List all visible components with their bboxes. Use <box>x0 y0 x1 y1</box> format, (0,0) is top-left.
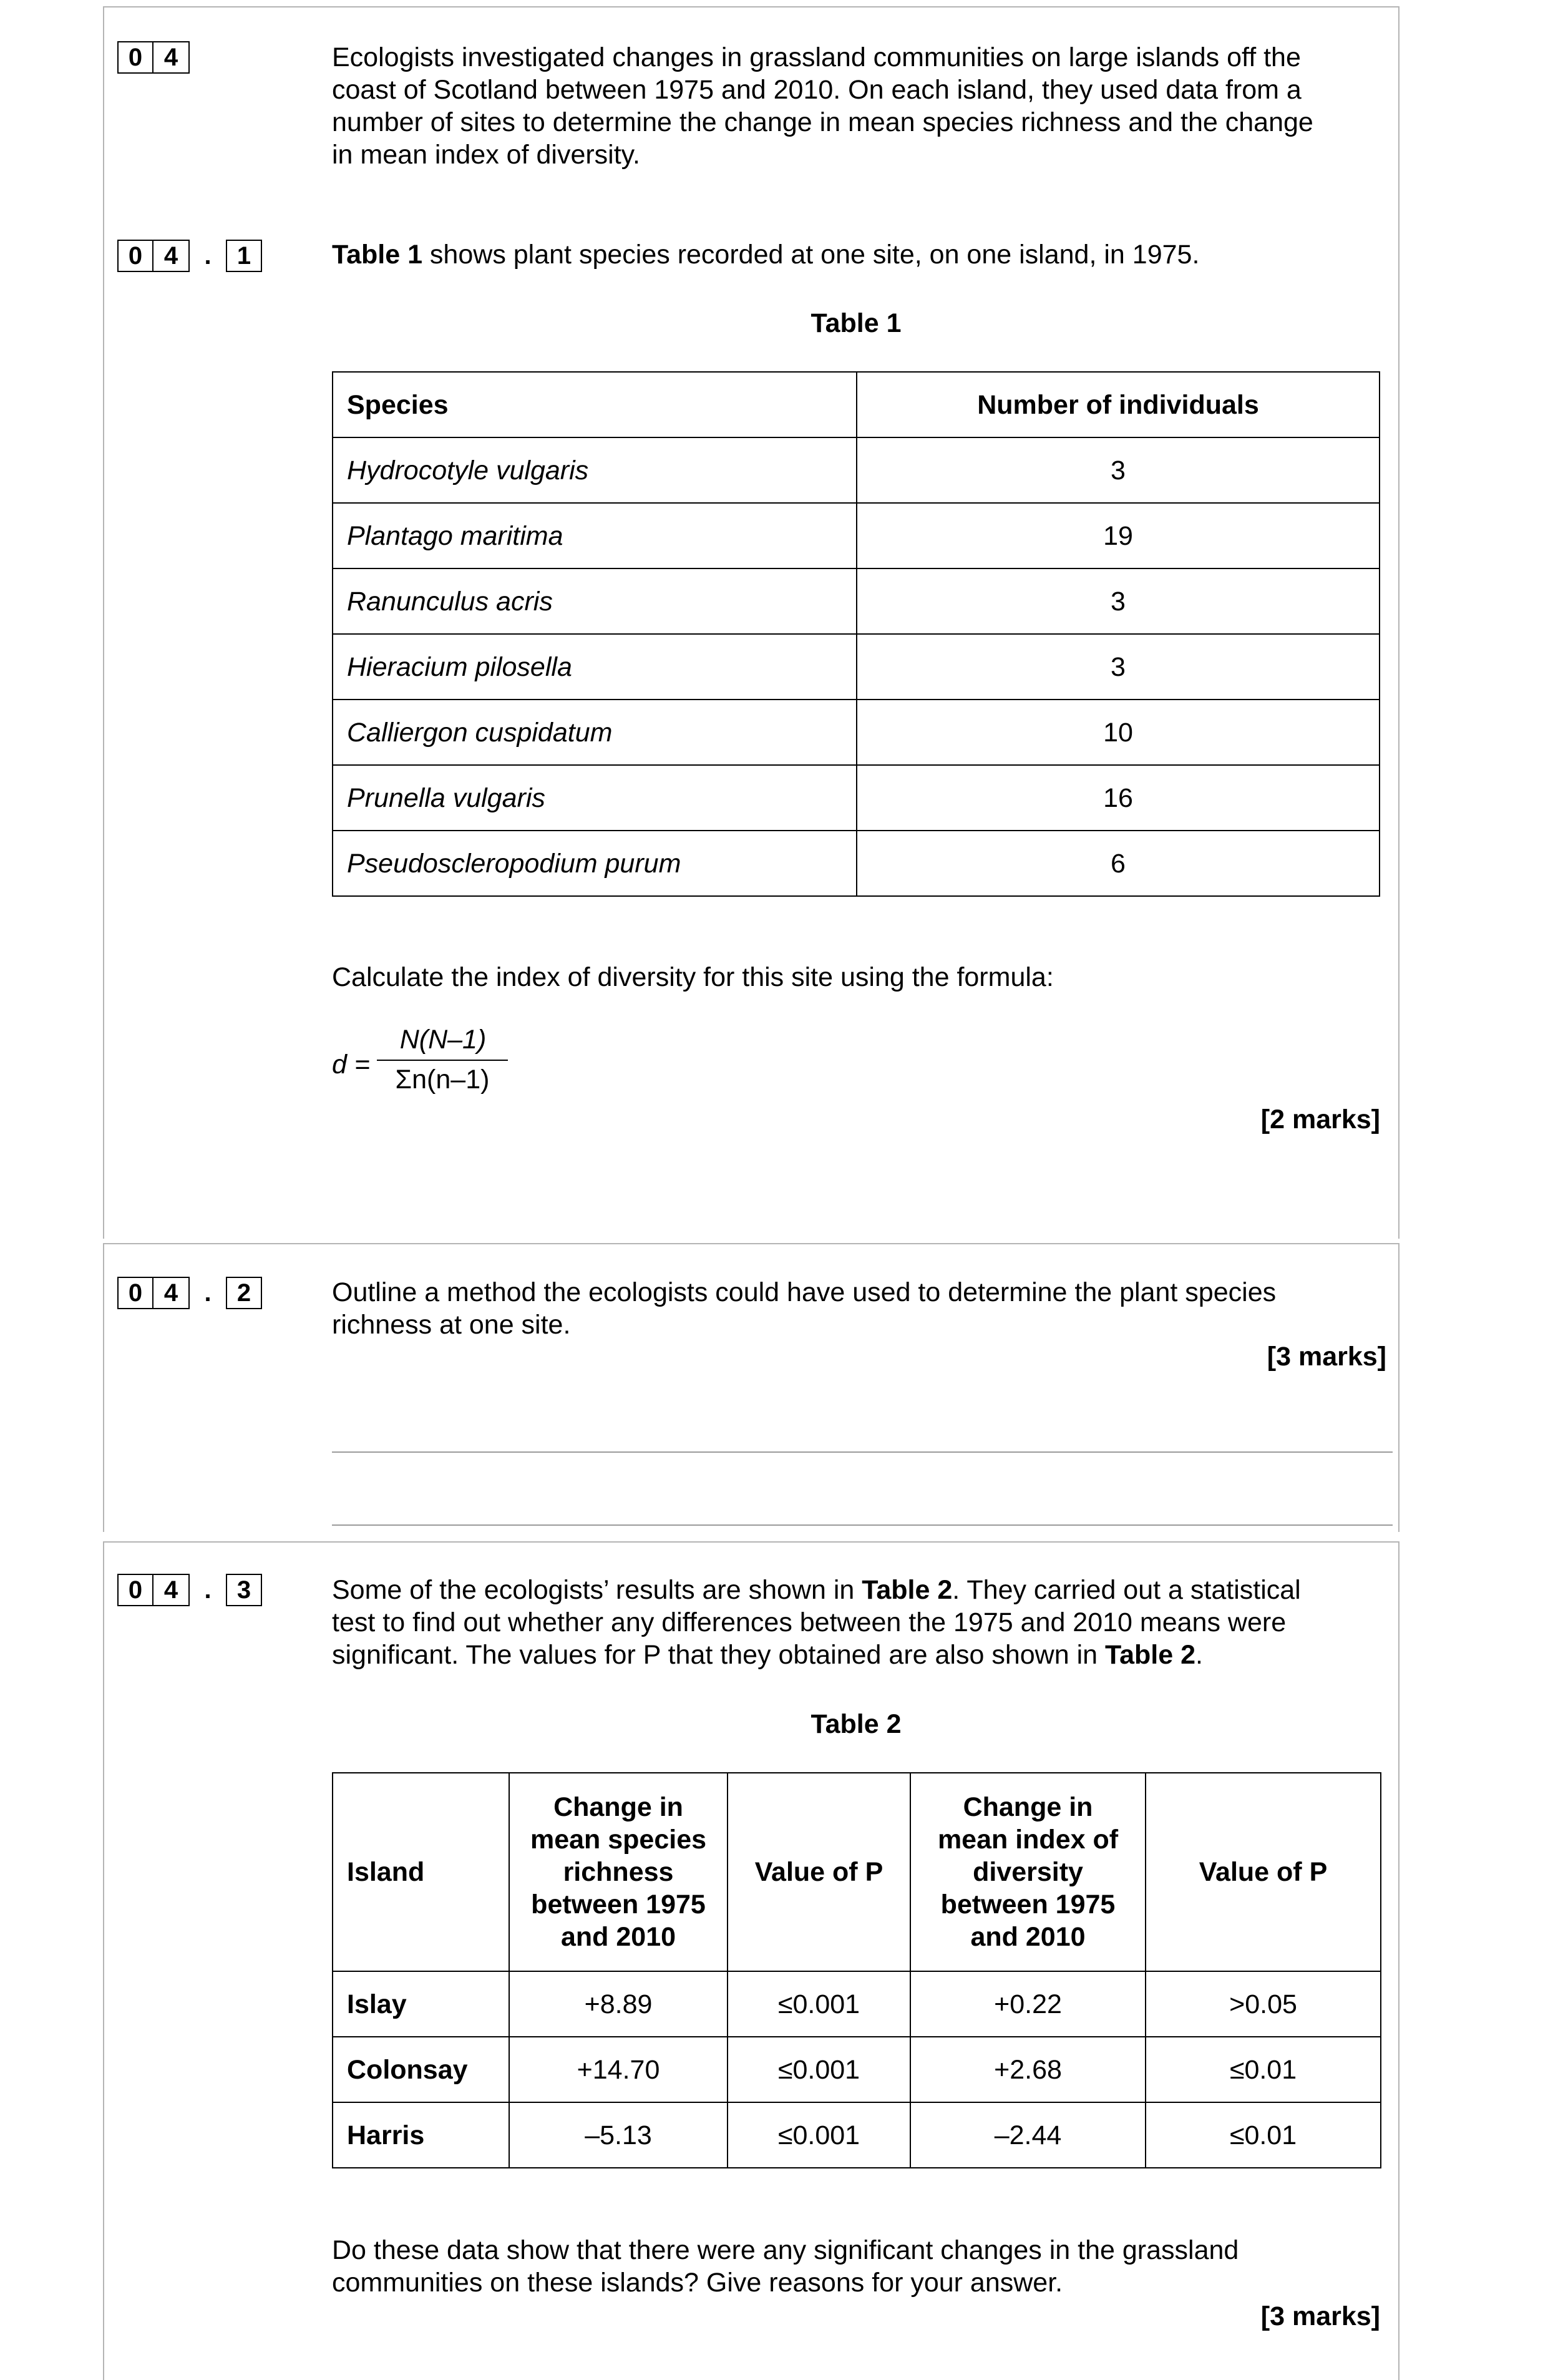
column-header-diversity: Change in mean index of diversity between 1975 and 2010 <box>910 1773 1146 1971</box>
digit-dot: . <box>204 242 212 270</box>
table-row <box>333 1971 1381 2037</box>
question-04-1-prompt <box>332 238 1393 271</box>
table-1 <box>332 371 1380 897</box>
digit-dot: . <box>204 1576 212 1604</box>
table-row <box>333 831 1380 896</box>
digit-box: 4 <box>153 1574 190 1606</box>
column-header-p-value: Value of P <box>728 1773 910 1971</box>
digit-box: 0 <box>117 1574 153 1606</box>
formula-denominator: Σn(n–1) <box>395 1065 490 1095</box>
column-header-island: Island <box>333 1773 509 1971</box>
question-number-04 <box>117 41 190 74</box>
digit-box: 0 <box>117 240 153 272</box>
p-value-cell: ≤0.001 <box>728 2102 910 2168</box>
table-row <box>333 437 1380 503</box>
marks-04-1: [2 marks] <box>1260 1105 1380 1134</box>
digit-box: 0 <box>117 41 153 74</box>
count-cell: 19 <box>857 503 1380 568</box>
island-cell: Harris <box>333 2102 509 2168</box>
species-cell: Ranunculus acris <box>333 568 857 634</box>
count-cell: 16 <box>857 765 1380 831</box>
diversity-change-cell: +0.22 <box>910 1971 1146 2037</box>
richness-change-cell: +8.89 <box>509 1971 728 2037</box>
marks-04-2: [3 marks] <box>1267 1342 1386 1372</box>
richness-change-cell: –5.13 <box>509 2102 728 2168</box>
count-cell: 3 <box>857 437 1380 503</box>
count-cell: 3 <box>857 634 1380 700</box>
column-header-richness: Change in mean species richness between 1975 and 2010 <box>509 1773 728 1971</box>
table-reference: Table 1 <box>332 240 422 270</box>
formula-numerator: N(N–1) <box>399 1025 487 1055</box>
island-cell: Islay <box>333 1971 509 2037</box>
table-row <box>333 503 1380 568</box>
column-header-p-value: Value of P <box>1146 1773 1381 1971</box>
species-cell: Calliergon cuspidatum <box>333 700 857 765</box>
question-04-intro: Ecologists investigated changes in grassland communities on large islands off the coast of Scotland between 1975 and 2010. On each island, they used data from a number of sites to determine the change in mean species richness and the change in mean index of diversity. <box>332 42 1313 170</box>
p-value-cell: ≤0.01 <box>1146 2037 1381 2102</box>
p-value-cell: >0.05 <box>1146 1971 1381 2037</box>
digit-box: 4 <box>153 1277 190 1309</box>
table-1-caption: Table 1 <box>811 308 902 338</box>
answer-line[interactable] <box>332 1451 1393 1453</box>
p-value-cell: ≤0.001 <box>728 2037 910 2102</box>
p-value-cell: ≤0.01 <box>1146 2102 1381 2168</box>
table-header-row <box>333 372 1380 437</box>
island-cell: Colonsay <box>333 2037 509 2102</box>
table-2 <box>332 1772 1381 2168</box>
question-04-3-prompt <box>332 1574 1393 1671</box>
question-number-04-1 <box>117 240 262 272</box>
table-row <box>333 568 1380 634</box>
digit-box: 4 <box>153 41 190 74</box>
digit-box: 3 <box>226 1574 262 1606</box>
prompt-text: . <box>1195 1640 1203 1670</box>
richness-change-cell: +14.70 <box>509 2037 728 2102</box>
species-cell: Hieracium pilosella <box>333 634 857 700</box>
species-cell: Prunella vulgaris <box>333 765 857 831</box>
formula-lhs: d = <box>332 1050 370 1080</box>
table-row <box>333 2102 1381 2168</box>
species-cell: Hydrocotyle vulgaris <box>333 437 857 503</box>
species-cell: Plantago maritima <box>333 503 857 568</box>
digit-dot: . <box>204 1279 212 1307</box>
question-04-3-question: Do these data show that there were any significant changes in the grassland communities on these islands? Give reasons for your answer. <box>332 2235 1239 2298</box>
p-value-cell: ≤0.001 <box>728 1971 910 2037</box>
formula-instruction: Calculate the index of diversity for this site using the formula: <box>332 962 1054 992</box>
column-header-number: Number of individuals <box>857 372 1380 437</box>
table-reference: Table 2 <box>1105 1640 1195 1670</box>
table-header-row <box>333 1773 1381 1971</box>
table-row <box>333 700 1380 765</box>
answer-line[interactable] <box>332 1524 1393 1526</box>
table-row <box>333 765 1380 831</box>
count-cell: 10 <box>857 700 1380 765</box>
count-cell: 3 <box>857 568 1380 634</box>
digit-box: 1 <box>226 240 262 272</box>
question-number-04-2 <box>117 1277 262 1309</box>
count-cell: 6 <box>857 831 1380 896</box>
question-number-04-3 <box>117 1574 262 1606</box>
prompt-text: . They carried out a statistical test to find out whether any differences between the 1975 and 2010 means were significant. The values for P that they obtained are also shown in <box>332 1575 1301 1670</box>
diversity-change-cell: +2.68 <box>910 2037 1146 2102</box>
column-header-species: Species <box>333 372 857 437</box>
marks-04-3: [3 marks] <box>1260 2301 1380 2331</box>
fraction-bar <box>377 1060 508 1061</box>
table-row <box>333 2037 1381 2102</box>
prompt-text: Some of the ecologists’ results are shown in <box>332 1575 862 1605</box>
table-row <box>333 634 1380 700</box>
digit-box: 0 <box>117 1277 153 1309</box>
digit-box: 2 <box>226 1277 262 1309</box>
species-cell: Pseudoscleropodium purum <box>333 831 857 896</box>
table-2-caption: Table 2 <box>811 1709 902 1739</box>
diversity-formula <box>332 1023 582 1111</box>
table-reference: Table 2 <box>862 1575 953 1605</box>
diversity-change-cell: –2.44 <box>910 2102 1146 2168</box>
digit-box: 4 <box>153 240 190 272</box>
prompt-text: shows plant species recorded at one site, on one island, in 1975. <box>422 240 1200 270</box>
question-04-2-prompt: Outline a method the ecologists could have used to determine the plant species richness at one site. <box>332 1277 1277 1340</box>
